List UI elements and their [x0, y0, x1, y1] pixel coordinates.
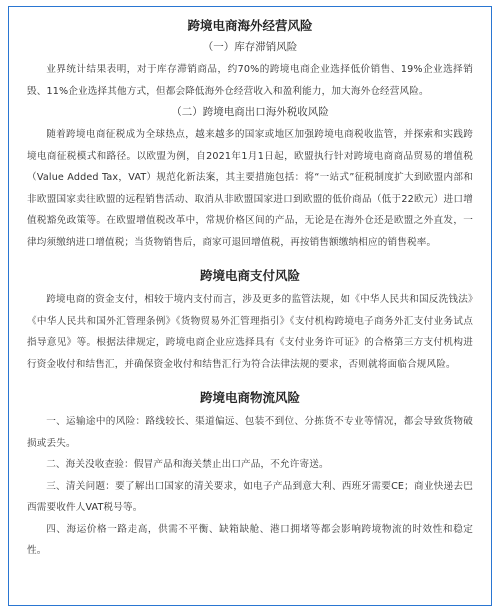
paragraph-logistics-clearance: 三、清关问题：要了解出口国家的清关要求，如电子产品到意大利、西班牙需要CE；商业快递去巴西需要收件人VAT税号等。	[27, 480, 473, 513]
subsection-title-tax: （二）跨境电商出口海外税收风险	[171, 106, 329, 118]
section-title-logistics-risk: 跨境电商物流风险	[199, 390, 300, 405]
subsection-title-inventory: （一）库存滞销风险	[202, 41, 298, 53]
section-title-overseas-risk: 跨境电商海外经营风险	[187, 18, 313, 33]
paragraph-logistics-customs-seizure: 二、海关没收查验：假冒产品和海关禁止出口产品，不允许寄送。	[46, 459, 329, 470]
document-frame	[8, 6, 492, 606]
paragraph-tax: 随着跨境电商征税成为全球热点，越来越多的国家或地区加强跨境电商税收监管，并探索和实践跨境电商征税模式和路径。以欧盟为例，自2021年1月1日起，欧盟执行针对跨境电商商品贸易的增值税（Value Added Tax，VAT）规范化新法案，其主要措施包括：将“一站式”征税制度扩大到欧盟内部和非欧盟国家卖往欧盟的远程销售活动、取消从非欧盟国家进口到欧盟的低价商品（低于22欧元）进口增值税豁免政策等。在欧盟增值税改革中，常规价格区间的产品，无论是在海外仓还是欧盟之外直发，一律均须缴纳进口增值税；当货物销售后，商家可退回增值税，再按销售额缴纳相应的销售税率。	[27, 129, 473, 248]
section-gap	[27, 375, 473, 387]
paragraph-inventory: 业界统计结果表明，对于库存滞销商品，约70%的跨境电商企业选择低价销售、19%企业选择销毁、11%企业选择其他方式，但都会降低海外仓经营收入和盈利能力，加大海外仓经营风险。	[27, 64, 473, 97]
paragraph-logistics-transport: 一、运输途中的风险：路线较长、渠道偏远、包装不到位、分拣货不专业等情况，都会导致货物破损或丢失。	[27, 416, 473, 449]
paragraph-logistics-shipping-price: 四、海运价格一路走高，供需不平衡、缺箱缺舱、港口拥堵等都会影响跨境物流的时效性和稳定性。	[27, 523, 473, 556]
paragraph-payment: 跨境电商的资金支付，相较于境内支付而言，涉及更多的监管法规，如《中华人民共和国反洗钱法》《中华人民共和国外汇管理条例》《货物贸易外汇管理指引》《支付机构跨境电子商务外汇支付业务试点指导意见》等。根据法律规定，跨境电商企业应选择具有《支付业务许可证》的合格第三方支付机构进行资金收付和结售汇，并确保资金收付和结售汇行为符合法律法规的要求，否则就将面临合规风险。	[27, 294, 473, 370]
section-title-payment-risk: 跨境电商支付风险	[199, 268, 300, 283]
section-gap	[27, 253, 473, 265]
